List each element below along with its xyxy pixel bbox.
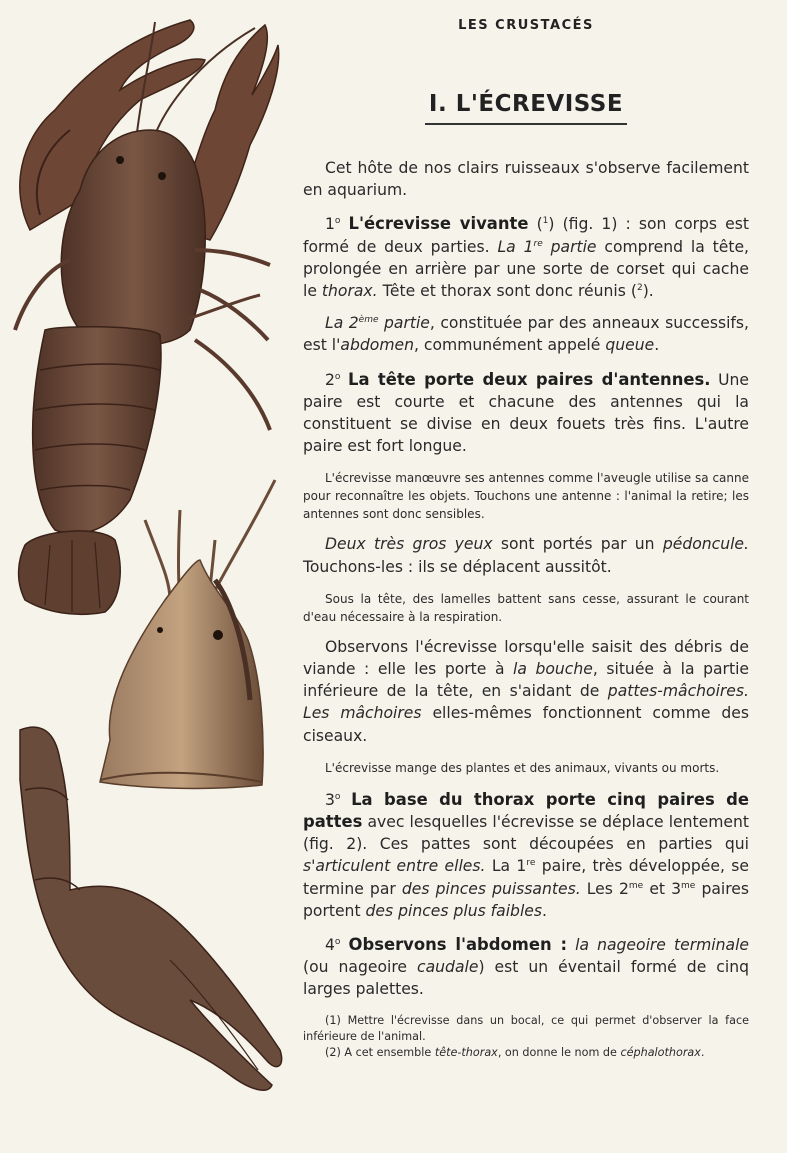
s3-me2: me [681,880,696,891]
s1-rest: comprend la tête, prolongée en arrière par une sorte de corset qui cache le [303,237,749,301]
head-detail-figure [100,480,275,788]
s1-num: 1 [325,215,335,234]
eyes-paragraph [303,533,749,577]
s1-ref1-close: ) [548,215,555,234]
s1-p2-end: . [654,336,660,355]
section-1-paragraph [303,213,749,302]
footnote-2-end: . [700,1045,705,1059]
s2-small3: L'écrevisse mange des plantes et des animaux, vivants ou morts. [325,760,720,775]
s3-re: re [526,858,536,869]
intro-text: Cet hôte de nos clairs ruisseaux s'observe facilement en aquarium. [303,159,749,200]
footnote-2 [303,1045,749,1061]
section-2-paragraph [303,369,749,458]
respiration-note [303,590,749,626]
s2-eyes-b: Touchons-les : ils se déplacent aussitôt. [303,557,612,576]
s3-end: . [542,901,547,920]
s3-les2: Les 2 [586,879,629,898]
s1-thorax: thorax. [321,282,378,301]
s1-heading: L'écrevisse vivante [348,214,529,234]
s2-ordinal: o [334,371,341,382]
footnote-1 [303,1013,749,1045]
s1-ref1-open: ( [536,215,543,234]
s1-re: re [533,238,543,249]
s4-caudale: caudale [417,958,479,977]
crayfish-illustrations [0,0,300,1153]
s2-eyes-ped: pédoncule. [662,535,749,554]
section-4-paragraph [303,934,749,1001]
footnote-2-ceph: céphalothorax [620,1045,701,1059]
s3-heading: La base du thorax porte cinq paires de pattes [303,789,749,832]
s3-me1: me [628,880,644,891]
s1-p2-partie: partie [383,314,430,333]
s3-ordinal: o [334,791,341,802]
s3-num: 3 [325,790,335,809]
s3-la1: La 1 [491,857,527,876]
s1-p2-la: La 2 [325,314,359,333]
s1-ref2-num: 2 [636,282,643,293]
s1-la1: La 1 [497,237,534,256]
s3-b: paire, très développée, se termine par [303,857,749,898]
s2-eyes-it: Deux très gros yeux [325,535,493,554]
footnote-2-tt: tête-thorax [434,1045,498,1059]
section-1-part2-paragraph [303,312,749,356]
s2-small1: L'écrevisse manœuvre ses antennes comme l'aveugle utilise sa canne pour reconnaître les objets. Touchons une antenne : l'animal la retire; les antennes sont donc sensibles. [303,471,749,522]
s1-p2-abdomen: abdomen [340,336,414,355]
footnote-2-b: , on donne le nom de [497,1045,617,1059]
s1-p2-eme: ème [358,315,379,326]
s1-p2-a: , constituée par des anneaux successifs, est l' [303,314,749,355]
s1-partie: partie [550,237,597,256]
s1-ref2-close: ). [642,282,654,301]
running-head: LES CRUSTACÉS [458,18,594,33]
s4-a: (ou nageoire [303,958,407,977]
s1-p2-queue: queue [605,336,655,355]
mouth-paragraph [303,636,749,747]
s1-fig: (fig. 1) : son corps est formé de deux parties. [303,215,749,256]
s3-c: paires portent [303,879,750,920]
s1-rest2: Tête et thorax sont donc réunis [382,282,626,301]
s2-obs-lm: Les mâchoires [303,704,422,723]
s4-num: 4 [325,936,335,955]
chapter-title-wrap [303,91,749,125]
footnote-1-text: (1) Mettre l'écrevisse dans un bocal, ce qui permet d'observer la face inférieure de l'animal. [303,1013,749,1043]
s1-ref2-open: ( [630,282,637,301]
s4-heading: Observons l'abdomen : [348,935,568,955]
antennae-note [303,469,749,523]
s2-heading: La tête porte deux paires d'antennes. [348,369,711,389]
s4-ordinal: o [334,936,341,947]
s2-text: Une paire est courte et chacune des antennes qui la constituent se divise en deux fouets très fins. L'autre paire est fort longue. [303,370,749,456]
s1-ref1-num: 1 [542,216,549,227]
s3-art: s'articulent entre elles. [303,857,486,876]
chapter-title: I. L'ÉCREVISSE [425,91,627,125]
s2-num: 2 [325,370,335,389]
s2-small2: Sous la tête, des lamelles battent sans cesse, assurant le courant d'eau nécessaire à la respiration. [303,591,749,624]
intro-paragraph [303,157,749,201]
s3-et3: et 3 [649,879,682,898]
text-column [303,14,749,1061]
s2-eyes-a: sont portés par un [500,535,655,554]
s4-nt: la nageoire terminale [575,936,749,955]
footnote-2-a: (2) A cet ensemble [325,1045,432,1059]
section-3-paragraph [303,789,749,922]
diet-note [303,759,749,777]
s1-p2-b: , communément appelé [413,336,601,355]
s2-obs-a: Observons l'écrevisse lorsqu'elle saisit des débris de viande : elle les porte à [303,637,749,679]
s2-obs-b: , située à la partie inférieure de la tête, en s'aidant de [303,660,749,701]
s3-pp: des pinces puissantes. [401,879,581,898]
s1-ordinal: o [334,216,341,227]
s4-b: ) est un éventail formé de cinq larges palettes. [303,958,749,999]
s2-obs-c: elles-mêmes fonctionnent comme des ciseaux. [303,704,750,745]
s3-a: avec lesquelles l'écrevisse se déplace lentement (fig. 2). Ces pattes sont découpées en parties qui [303,813,750,854]
s2-obs-pm: pattes-mâchoires. [607,682,749,701]
s3-pf: des pinces plus faibles [365,901,542,920]
s2-obs-bouche: la bouche [513,660,593,679]
